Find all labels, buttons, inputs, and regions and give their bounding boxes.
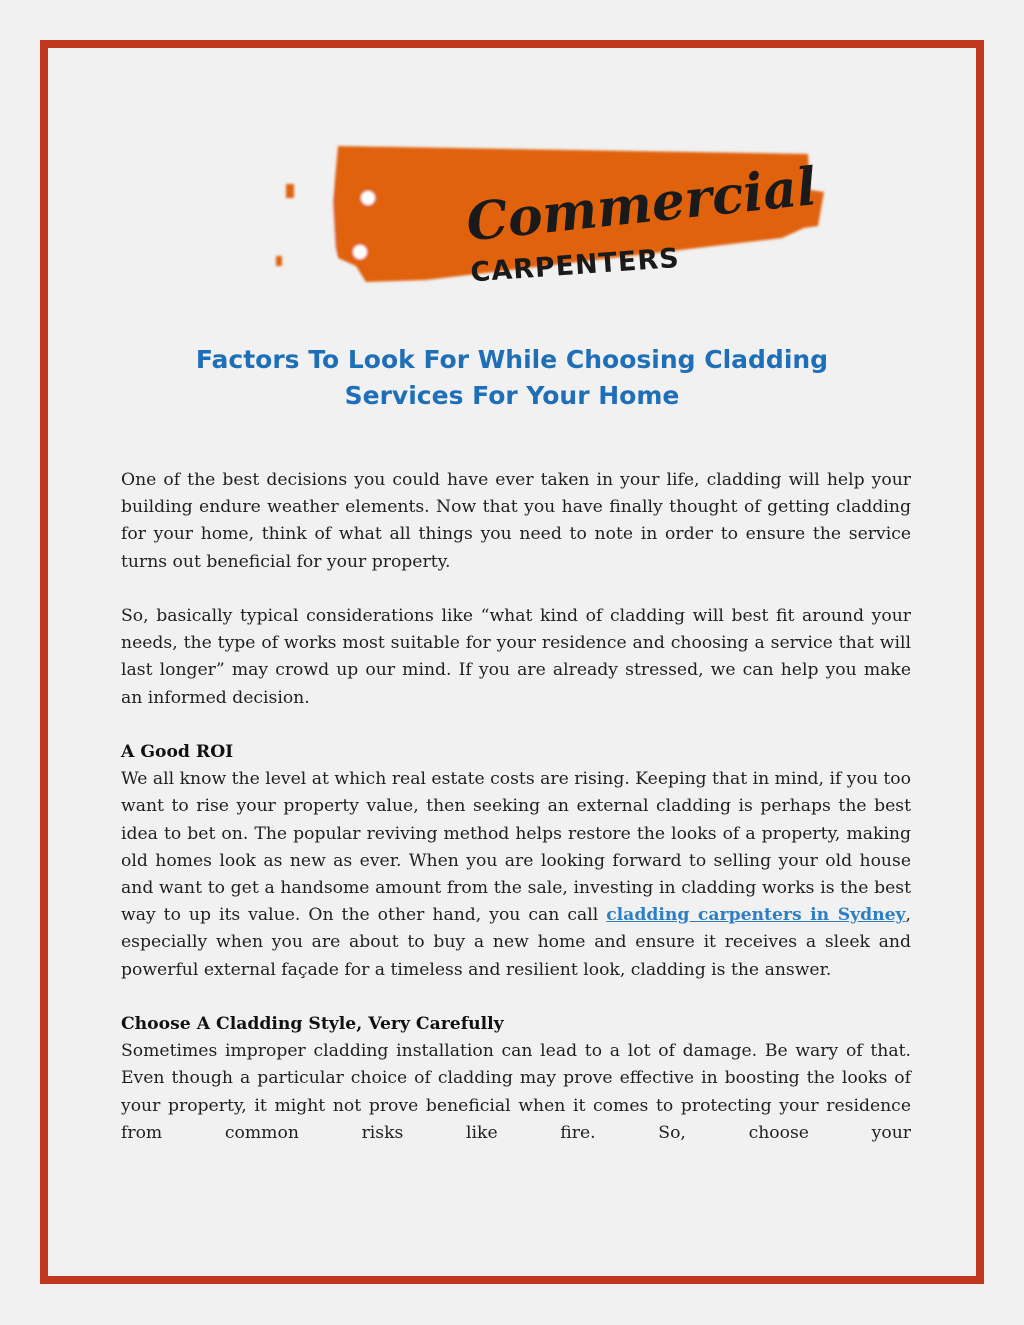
page-frame [40,40,984,1284]
section-heading-style: Choose A Cladding Style, Very Carefully [121,1014,504,1035]
section-heading-roi: A Good ROI [121,742,234,762]
section-paragraph-style: Sometimes improper cladding installation can lead to a lot of damage. Be wary of that. Even though a particular choice of cladding may prove effective in boosting the looks of your property, it might not prove beneficial when it comes to protecting your residence from common risks like fire. So, choose your [121,1041,911,1143]
logo-text-carpenters: CARPENTERS [469,242,681,289]
cladding-carpenters-link[interactable]: cladding carpenters in Sydney [606,905,906,926]
intro-paragraph-2: So, basically typical considerations like “what kind of cladding will best fit around your needs, the type of works most suitable for your residence and choosing a service that will last longer” may crowd up our mind. If you are already stressed, we can help you make an informed decision. [121,606,911,708]
roi-text-after: , especially when you are about to buy a new home and ensure it receives a sleek and powerful external façade for a timeless and resilient look, cladding is the answer. [121,905,911,980]
title-line-1: Factors To Look For While Choosing Cladding [195,345,829,374]
roi-text-before: We all know the level at which real estate costs are rising. Keeping that in mind, if you too want to rise your property value, then seeking an external cladding is perhaps the best idea to bet on. The popular reviving method helps restore the looks of a property, making old homes look as new as ever. When you are looking forward to selling your old house and want to get a handsome amount from the sale, investing in cladding works is the best way to up its value. On the other hand, you can call [121,769,911,926]
intro-paragraph-1: One of the best decisions you could have ever taken in your life, cladding will help your building endure weather elements. Now that you have finally thought of getting cladding for your home, think of what all things you need to note in order to ensure the service turns out beneficial for your property. [121,470,911,572]
commercial-carpenters-logo [226,130,826,290]
logo-text-commercial: Commercial [463,156,820,254]
section-paragraph-roi [121,766,911,984]
article-body [121,467,911,1174]
page-title [48,342,976,414]
title-line-2: Services For Your Home [344,381,680,410]
